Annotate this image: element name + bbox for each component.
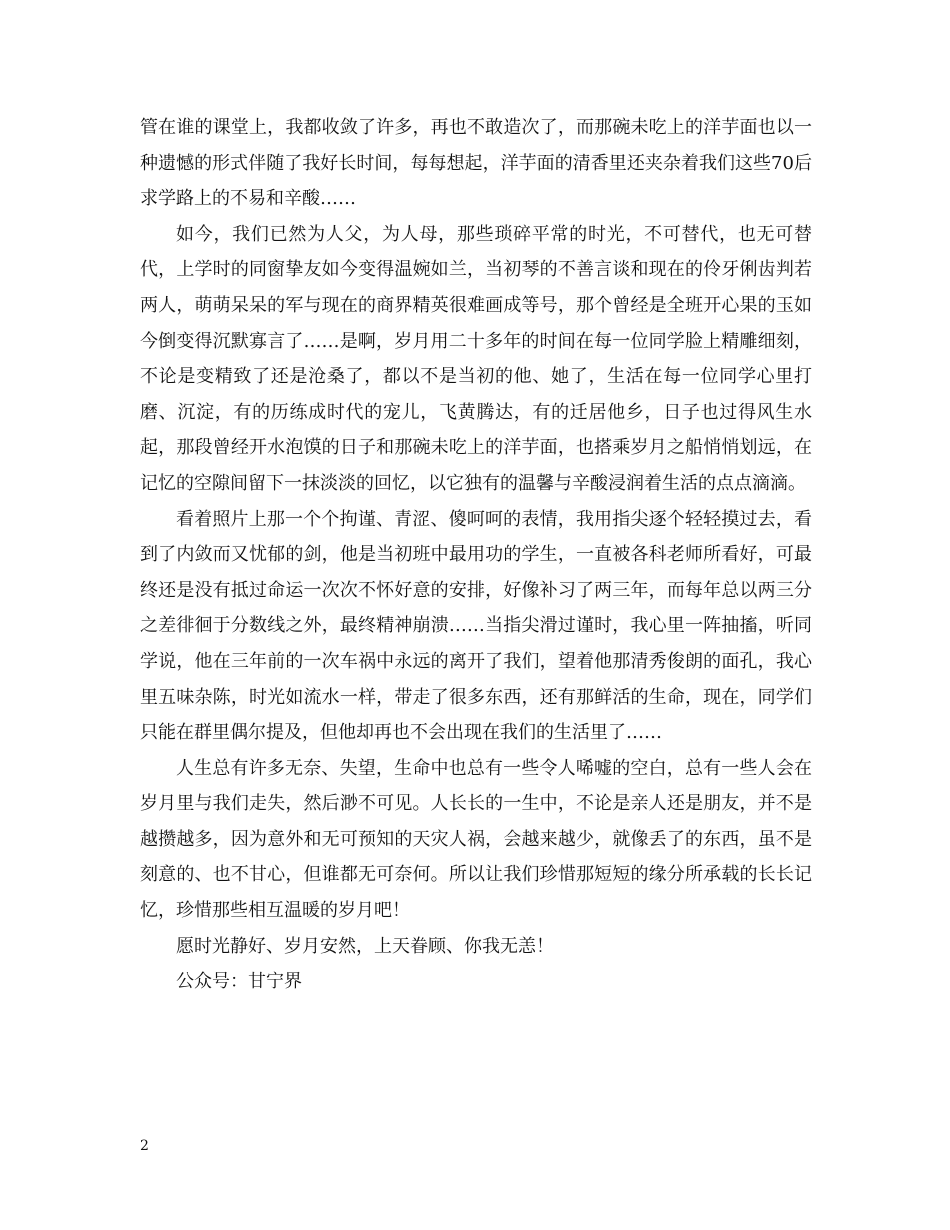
paragraph-continuation: 管在谁的课堂上，我都收敛了许多，再也不敢造次了，而那碗未吃上的洋芋面也以一种遗憾的形式伴随了我好长时间，每每想起，洋芋面的清香里还夹杂着我们这些70后求学路上的不易和辛酸…… [140,117,812,210]
paragraph-life: 人生总有许多无奈、失望，生命中也总有一些令人唏嘘的空白，总有一些人会在岁月里与我们走失，然后渺不可见。人长长的一生中，不论是亲人还是朋友，并不是越攒越多，因为意外和无可预知的天灾人祸，会越来越少，就像丢了的东西，虽不是刻意的、也不甘心，但谁都无可奈何。所以让我们珍惜那短短的缘分所承载的长长记忆，珍惜那些相互温暖的岁月吧！ [140,757,812,922]
paragraph-photo: 看着照片上那一个个拘谨、青涩、傻呵呵的表情，我用指尖逐个轻轻摸过去，看到了内敛而又忧郁的剑，他是当初班中最用功的学生，一直被各科老师所看好，可最终还是没有抵过命运一次次不怀好意的安排，好像补习了两三年，而每年总以两三分之差徘徊于分数线之外，最终精神崩溃……当指尖滑过谨时，我心里一阵抽搐，听同学说，他在三年前的一次车祸中永远的离开了我们，望着他那清秀俊朗的面孔，我心里五味杂陈，时光如流水一样，带走了很多东西，还有那鲜活的生命，现在，同学们只能在群里偶尔提及，但他却再也不会出现在我们的生活里了…… [140,508,812,744]
paragraph-wish: 愿时光静好、岁月安然，上天眷顾、你我无恙！ [176,935,554,957]
paragraph-memories-now: 如今，我们已然为人父，为人母，那些琐碎平常的时光，不可替代，也无可替代，上学时的同窗挚友如今变得温婉如兰，当初琴的不善言谈和现在的伶牙俐齿判若两人，萌萌呆呆的军与现在的商界精英很难画成等号，那个曾经是全班开心果的玉如今倒变得沉默寡言了……是啊，岁月用二十多年的时间在每一位同学脸上精雕细刻，不论是变精致了还是沧桑了，都以不是当初的他、她了，生活在每一位同学心里打磨、沉淀，有的历练成时代的宠儿，飞黄腾达，有的迁居他乡，日子也过得风生水起，那段曾经开水泡馍的日子和那碗未吃上的洋芋面，也搭乘岁月之船悄悄划远，在记忆的空隙间留下一抹淡淡的回忆，以它独有的温馨与辛酸浸润着生活的点点滴滴。 [140,223,812,494]
page-number: 2 [140,1138,149,1154]
paragraph-account: 公众号：甘宁界 [176,971,302,993]
body-text [140,110,812,1000]
